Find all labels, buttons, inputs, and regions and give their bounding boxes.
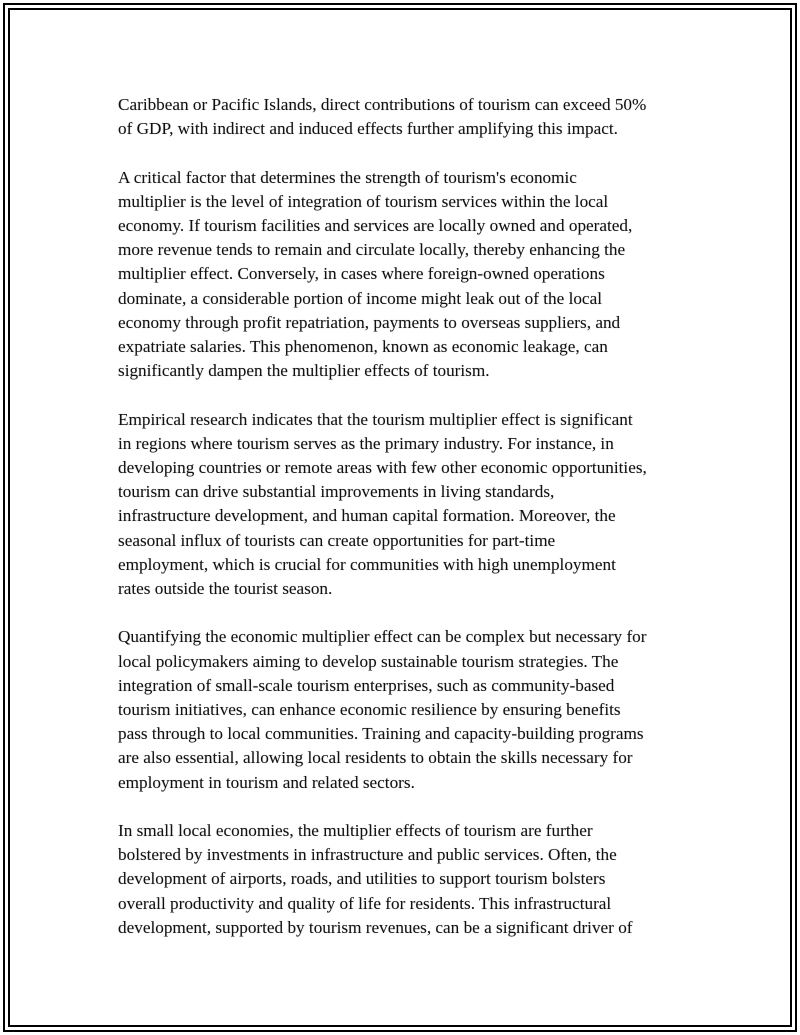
text-line: expatriate salaries. This phenomenon, known as economic leakage, can <box>118 337 608 357</box>
text-line: economy. If tourism facilities and services are locally owned and operated, <box>118 216 633 235</box>
text-line: pass through to local communities. Training and capacity-building programs <box>118 724 644 744</box>
text-line: Quantifying the economic multiplier effect can be complex but necessary for <box>118 627 647 647</box>
text-line: tourism initiatives, can enhance economic resilience by ensuring benefits <box>118 700 621 720</box>
text-line: infrastructure development, and human capital formation. Moreover, the <box>118 506 616 526</box>
text-line: integration of small-scale tourism enterprises, such as community-based <box>118 675 615 695</box>
text-line: more revenue tends to remain and circulate locally, thereby enhancing the <box>118 240 626 260</box>
text-line: A critical factor that determines the strength of tourism's economic <box>118 167 577 187</box>
document-body <box>118 93 698 964</box>
paragraph-caribbean-gdp <box>118 93 698 141</box>
text-line: rates outside the tourist season. <box>118 579 333 599</box>
text-line: Caribbean or Pacific Islands, direct contributions of tourism can exceed 50% <box>118 95 647 114</box>
text-line: In small local economies, the multiplier effects of tourism are further <box>118 821 593 841</box>
paragraph-empirical-research <box>118 408 698 602</box>
text-line: multiplier effect. Conversely, in cases where foreign-owned operations <box>118 264 605 284</box>
text-line: of GDP, with indirect and induced effects further amplifying this impact. <box>118 119 618 139</box>
text-line: significantly dampen the multiplier effects of tourism. <box>118 361 490 381</box>
text-line: overall productivity and quality of life for residents. This infrastructural <box>118 893 612 913</box>
text-line: bolstered by investments in infrastructure and public services. Often, the <box>118 845 617 865</box>
text-line: tourism can drive substantial improvements in living standards, <box>118 482 555 502</box>
text-line: dominate, a considerable portion of income might leak out of the local <box>118 288 602 308</box>
text-line: developing countries or remote areas with few other economic opportunities, <box>118 458 647 478</box>
paragraph-infrastructure <box>118 819 698 940</box>
text-line: economy through profit repatriation, payments to overseas suppliers, and <box>118 312 621 332</box>
text-line: Empirical research indicates that the tourism multiplier effect is significant <box>118 409 633 429</box>
paragraph-integration-leakage <box>118 166 698 384</box>
text-line: in regions where tourism serves as the primary industry. For instance, in <box>118 433 614 453</box>
text-line: seasonal influx of tourists can create opportunities for part-time <box>118 530 556 550</box>
text-line: multiplier is the level of integration of tourism services within the local <box>118 191 609 211</box>
paragraph-quantifying-multiplier <box>118 625 698 794</box>
text-line: are also essential, allowing local residents to obtain the skills necessary for <box>118 748 633 768</box>
text-line: development of airports, roads, and utilities to support tourism bolsters <box>118 869 606 889</box>
text-line: local policymakers aiming to develop sustainable tourism strategies. The <box>118 651 619 671</box>
text-line: employment, which is crucial for communities with high unemployment <box>118 554 616 574</box>
text-line: development, supported by tourism revenues, can be a significant driver of <box>118 917 633 937</box>
text-line: employment in tourism and related sectors. <box>118 772 415 792</box>
